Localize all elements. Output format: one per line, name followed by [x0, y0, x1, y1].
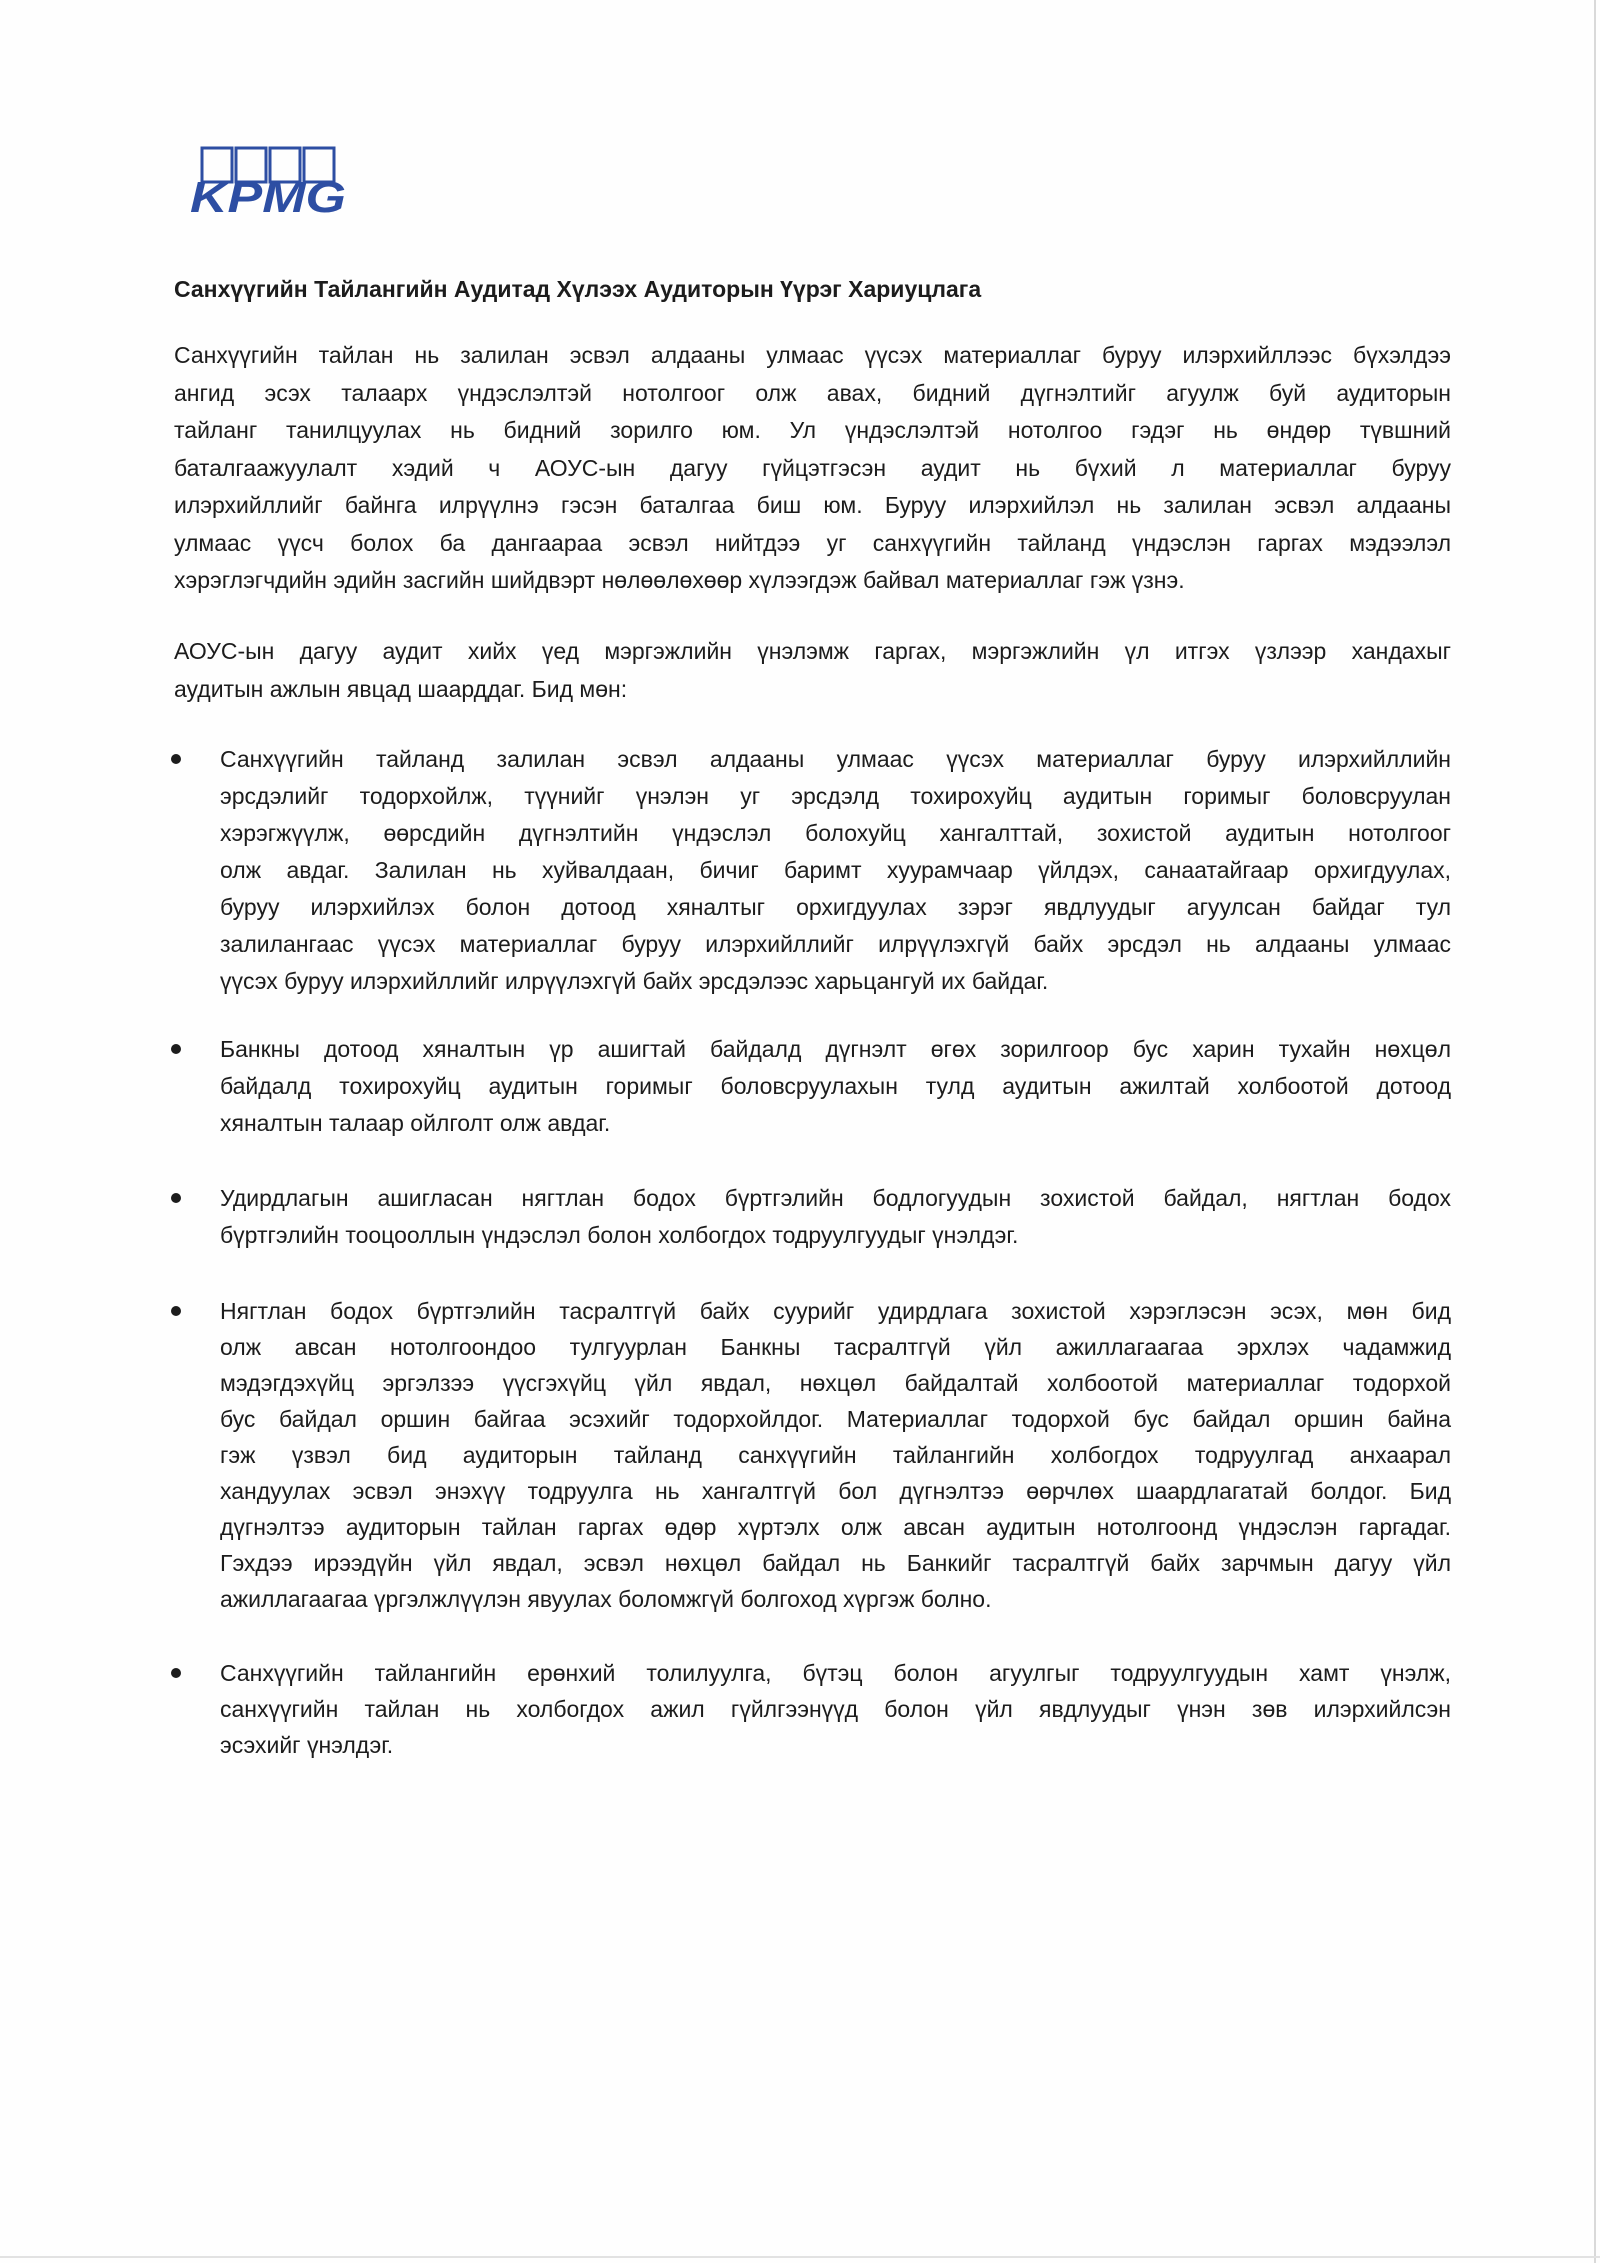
bullet-icon [171, 1193, 181, 1203]
text-line: эрсдэлийг тодорхойлж, түүнийг үнэлэн уг эрсдэлд тохирохуйц аудитын горимыг боловсруулан [220, 783, 1451, 809]
paragraph-professional-judgment [174, 633, 1451, 708]
page-edge-bottom [0, 2256, 1600, 2258]
text-line: Санхүүгийн тайлангийн ерөнхий толилуулга, бүтэц болон агуулгыг тодруулгуудын хамт үнэлж, [220, 1660, 1451, 1686]
text-line: Санхүүгийн тайлан нь залилан эсвэл алдааны улмаас үүсэх материаллаг буруу илэрхийллээс бүхэлдээ [174, 342, 1451, 368]
text-line: Нягтлан бодох бүртгэлийн тасралтгүй байх суурийг удирдлага зохистой хэрэглэсэн эсэх, мөн бид [220, 1298, 1451, 1324]
text-line: эсэхийг үнэлдэг. [220, 1732, 394, 1758]
text-line: хэрэглэгчдийн эдийн засгийн шийдвэрт нөлөөлөхөөр хүлээгдэж байвал материаллаг гэж үзнэ. [174, 567, 1185, 593]
text-line: олж авдаг. Залилан нь хуйвалдаан, бичиг баримт хуурамчаар үйлдэх, санаатайгаар орхигдуулах, [220, 857, 1451, 883]
bullet-icon [171, 1668, 181, 1678]
section-heading: Санхүүгийн Тайлангийн Аудитад Хүлээх Аудиторын Үүрэг Хариуцлага [174, 276, 982, 302]
text-line: АОУС-ын дагуу аудит хийх үед мэргэжлийн үнэлэмж гаргах, мэргэжлийн үл итгэх үзлээр хандахыг [174, 638, 1451, 664]
text-line: бүртгэлийн тооцооллын үндэслэл болон холбогдох тодруулгуудыг үнэлдэг. [220, 1222, 1019, 1248]
bullet-text [220, 741, 1451, 1000]
text-line: илэрхийллийг байнга илрүүлнэ гэсэн баталгаа биш юм. Буруу илэрхийлэл нь залилан эсвэл алдааны [174, 492, 1451, 518]
text-line: Банкны дотоод хяналтын үр ашигтай байдалд дүгнэлт өгөх зорилгоор бус харин тухайн нөхцөл [220, 1036, 1451, 1062]
bullet-text [220, 1293, 1451, 1617]
text-line: тайланг танилцуулах нь бидний зорилго юм. Ул үндэслэлтэй нотолгоо гэдэг нь өндөр түвшний [174, 417, 1451, 443]
bullet-text [220, 1180, 1451, 1254]
text-line: аудитын ажлын явцад шаарддаг. Бид мөн: [174, 675, 628, 702]
bullet-icon [171, 754, 181, 764]
kpmg-logo [188, 144, 354, 220]
bullet-text [220, 1031, 1451, 1142]
text-line: мэдэгдэхүйц эргэлзээ үүсгэхүйц үйл явдал, нөхцөл байдалтай холбоотой материаллаг тодорхой [220, 1370, 1451, 1396]
text-line: Удирдлагын ашигласан нягтлан бодох бүртгэлийн бодлогуудын зохистой байдал, нягтлан бодох [220, 1185, 1451, 1211]
text-line: олж авсан нотолгоондоо тулгуурлан Банкны тасралтгүй үйл ажиллагаагаа эрхлэх чадамжид [220, 1334, 1451, 1360]
text-line: санхүүгийн тайлан нь холбогдох ажил гүйлгээнүүд болон үйл явдлуудыг үнэн зөв илэрхийлсэн [220, 1696, 1451, 1722]
text-line: баталгаажуулалт хэдий ч АОУС-ын дагуу гүйцэтгэсэн аудит нь бүхий л материаллаг буруу [174, 454, 1451, 481]
text-line: Санхүүгийн тайланд залилан эсвэл алдааны улмаас үүсэх материаллаг буруу илэрхийллийн [220, 746, 1451, 772]
text-line: ангид эсэх талаарх үндэслэлтэй нотолгоог олж авах, бидний дүгнэлтийг агуулж буй аудиторын [174, 379, 1451, 406]
text-line: бус байдал оршин байгаа эсэхийг тодорхойлдог. Материаллаг тодорхой бус байдал оршин байна [220, 1406, 1451, 1432]
paragraph-objective [174, 337, 1451, 600]
text-line: гэж үзвэл бид аудиторын тайланд санхүүгийн тайлангийн холбогдох тодруулгад анхаарал [220, 1442, 1451, 1468]
text-line: хандуулах эсвэл энэхүү тодруулга нь хангалтгүй бол дүгнэлтээ өөрчлөх шаардлагатай болдог. Бид [220, 1478, 1451, 1504]
text-line: ажиллагаагаа үргэлжлүүлэн явуулах боломжгүй болгоход хүргэж болно. [220, 1586, 992, 1612]
page-edge-right [1594, 0, 1596, 2263]
text-line: байдалд тохирохуйц аудитын горимыг боловсруулахын тулд аудитын ажилтай холбоотой дотоод [220, 1073, 1451, 1099]
bullet-icon [171, 1044, 181, 1054]
text-line: улмаас үүсч болох ба дангаараа эсвэл нийтдээ уг санхүүгийн тайланд үндэслэн гаргах мэдээлэл [174, 529, 1451, 556]
text-line: хяналтын талаар ойлголт олж авдаг. [220, 1110, 611, 1136]
bullet-icon [171, 1306, 181, 1316]
bullet-text [220, 1655, 1451, 1763]
text-line: Гэхдээ ирээдүйн үйл явдал, эсвэл нөхцөл байдал нь Банкийг тасралтгүй байх зарчмын дагуу үйл [220, 1550, 1451, 1576]
text-line: дүгнэлтээ аудиторын тайлан гаргах өдөр хүртэлх олж авсан аудитын нотолгоонд үндэслэн гаргадаг. [220, 1514, 1451, 1540]
text-line: буруу илэрхийлэх болон дотоод хяналтыг орхигдуулах зэрэг явдлуудыг агуулсан байдаг тул [220, 894, 1451, 920]
text-line: үүсэх буруу илэрхийллийг илрүүлэхгүй байх эрсдэлээс харьцангуй их байдаг. [220, 968, 1049, 994]
text-line: хэрэгжүүлж, өөрсдийн дүгнэлтийн үндэслэл болохуйц хангалттай, зохистой аудитын нотолгоог [220, 820, 1451, 846]
logo-wordmark: KPMG [190, 173, 346, 220]
kpmg-logo-graphic [188, 144, 354, 220]
text-line: залилангаас үүсэх материаллаг буруу илэрхийллийг илрүүлэхгүй байх эрсдэл нь алдааны улмаас [220, 931, 1451, 957]
